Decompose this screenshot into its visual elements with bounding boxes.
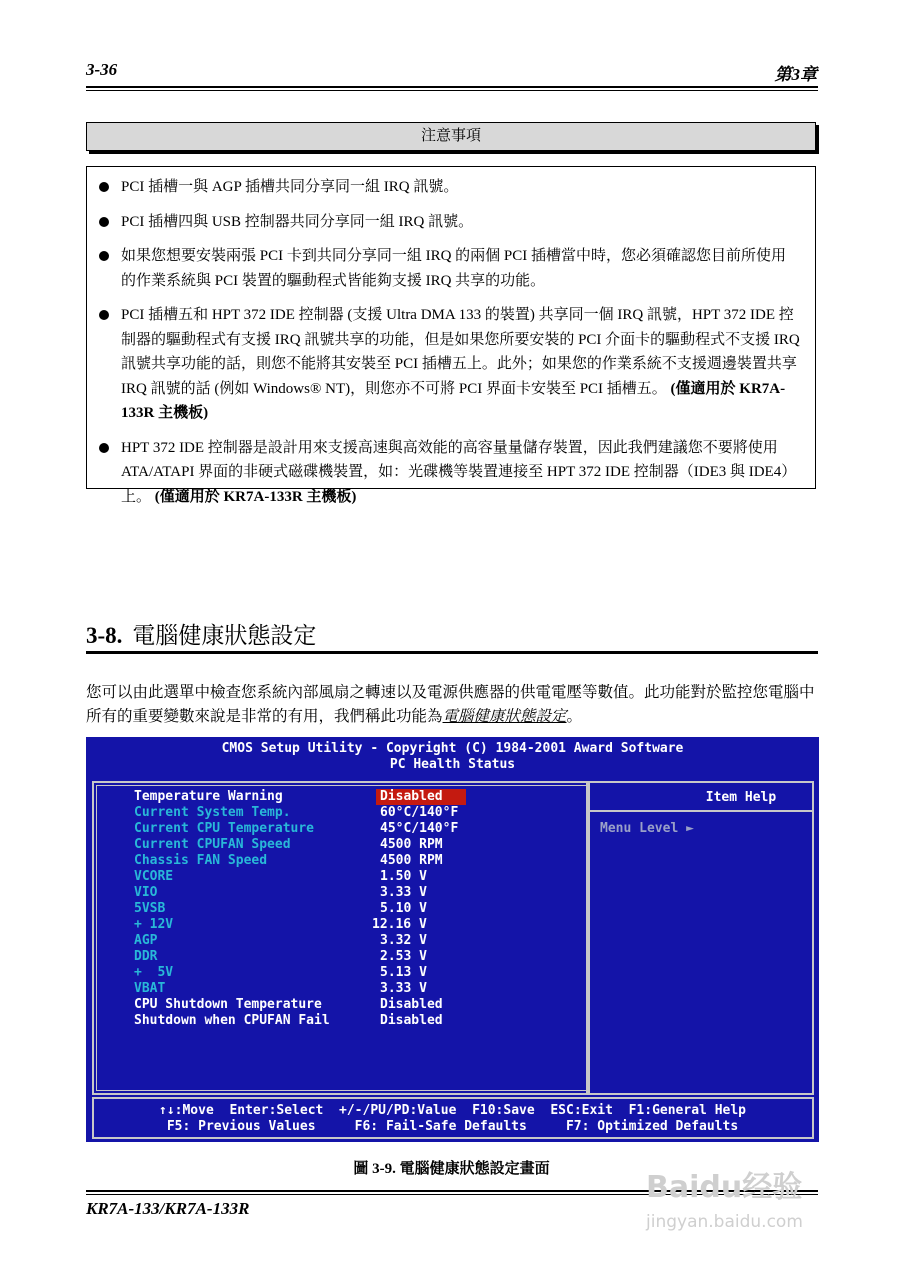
- figure-caption: 圖 3-9. 電腦健康狀態設定畫面: [353, 1161, 550, 1177]
- note-item: PCI 插槽四與 USB 控制器共同分享同一組 IRQ 訊號。: [97, 210, 801, 235]
- bios-keys-line1: ↑↓:Move Enter:Select +/-/PU/PD:Value F10:Save ESC:Exit F1:General Help: [159, 1103, 746, 1118]
- board-note: (僅適用於 KR7A-133R 主機板): [121, 380, 786, 421]
- bios-title: CMOS Setup Utility - Copyright (C) 1984-2001 Award Software PC Health Status: [221, 741, 684, 772]
- section-heading: 電腦健康狀態設定: [132, 623, 317, 648]
- note-item: PCI 插槽一與 AGP 插槽共同分享同一組 IRQ 訊號。: [97, 175, 801, 200]
- bullet-icon: [99, 182, 109, 192]
- item-help-title: Item Help: [705, 790, 777, 805]
- bullet-icon: [99, 217, 109, 227]
- intro-emphasis: 電腦健康狀態設定: [442, 708, 567, 725]
- bios-divider: [586, 781, 590, 1095]
- header-rule-thin: [86, 90, 818, 91]
- chapter-label: 第3章: [774, 65, 817, 84]
- selected-value[interactable]: Disabled: [376, 789, 466, 805]
- page-number: 3-36: [86, 60, 118, 79]
- header-rule: [86, 86, 818, 88]
- note-item: HPT 372 IDE 控制器是設計用來支援高速與高效能的高容量量儲存裝置，因此我們建議您不要將使用 ATA/ATAPI 界面的非硬式磁碟機裝置，如：光碟機等裝置連接至 HPT 372 IDE 控制器（IDE3 與 IDE4）上。 (僅適用於 KR7A-133R 主機板): [97, 436, 801, 510]
- bios-keys-line2: F5: Previous Values F6: Fail-Safe Defaults F7: Optimized Defaults: [166, 1119, 739, 1134]
- footer-model: KR7A-133/KR7A-133R: [86, 1199, 250, 1218]
- note-list: [87, 167, 815, 509]
- section-rule: [86, 651, 818, 654]
- bullet-icon: [99, 251, 109, 261]
- note-box: [86, 166, 816, 505]
- bullet-icon: [99, 310, 109, 320]
- board-note: (僅適用於 KR7A-133R 主機板): [154, 488, 357, 505]
- section-title: [86, 617, 316, 650]
- bullet-icon: [99, 443, 109, 453]
- note-item: PCI 插槽五和 HPT 372 IDE 控制器 (支援 Ultra DMA 133 的裝置) 共享同一個 IRQ 訊號，HPT 372 IDE 控制器的驅動程式有支援 IRQ 訊號共享的功能，但是如果您所要安裝的 PCI 介面卡的驅動程式不支援 IRQ 訊號共享功能的話，則您不能將其安裝至 PCI 插槽五上。此外；如果您的作業系統不支援週邊裝置共享 IRQ 訊號的話 (例如 Windows® NT)，則您亦不可將 PCI 界面卡安裝至 PCI 插槽五。 (僅適用於 KR7A-133R 主機板): [97, 303, 801, 426]
- bios-screen: CMOS Setup Utility - Copyright (C) 1984-2001 Award Software PC Health Status Temperature Warning Disabled Current System Temp. 60°C/140°F Current CPU Temperature 45°C/140°F Current CPUFAN Speed 4500 RPM Chassis FAN Speed 4500 RPM VCORE 1.50 V VIO 3.33 V 5VSB 5.10 V + 12V 12.16 V AGP 3.32 V DDR 2.53 V + 5V 5.13 V VBAT 3.33 V CPU Shutdown Temperature Disabled Shutdown when CPUFAN Fail Disabled Item Help Menu Level ► ↑↓:Move Enter:Select +/-/PU/PD:Value F10:Save ESC:Exit F1:General Help F5: Previous Values F6: Fail-Safe Defaults F7: Optimized Defaults: [86, 737, 819, 1142]
- note-item: 如果您想要安裝兩張 PCI 卡到共同分享同一組 IRQ 的兩個 PCI 插槽當中時，您必須確認您目前所使用的作業系統與 PCI 裝置的驅動程式皆能夠支援 IRQ 共享的功能。: [97, 244, 801, 293]
- watermark-url: jingyan.baidu.com: [646, 1212, 803, 1232]
- intro-paragraph: 您可以由此選單中檢查您系統內部風扇之轉速以及電源供應器的供電電壓等數值。此功能對於監控您電腦中所有的重要變數來說是非常的有用，我們稱此功能為電腦健康狀態設定。: [86, 684, 815, 725]
- help-divider: [590, 810, 814, 812]
- watermark-logo: Baidu经验: [646, 1170, 803, 1205]
- menu-level: Menu Level ►: [600, 821, 694, 836]
- note-heading: 注意事項: [86, 122, 816, 151]
- section-number: 3-8.: [86, 623, 123, 648]
